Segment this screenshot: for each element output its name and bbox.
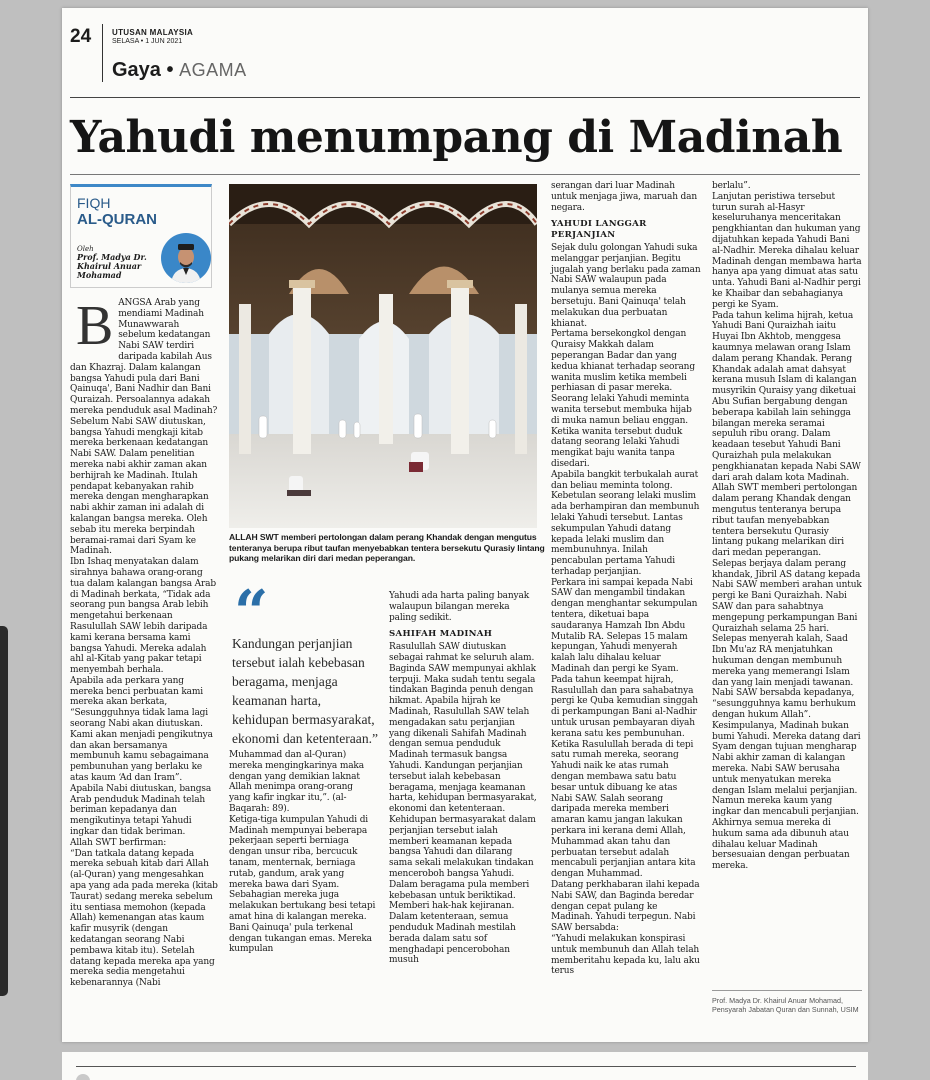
author-credit: Prof. Madya Dr. Khairul Anuar Mohamad, Pensyarah Jabatan Quran dan Sunnah, USIM xyxy=(712,996,859,1014)
article-column-3 xyxy=(389,591,537,966)
column-3-text-a: Yahudi ada harta paling banyak walaupun bilangan mereka paling sedikit. xyxy=(389,591,529,623)
masthead xyxy=(70,16,860,81)
publication-name: UTUSAN MALAYSIA xyxy=(112,28,194,37)
credit-rule xyxy=(712,990,862,991)
column-title-1: FIQH xyxy=(77,195,111,211)
author-avatar xyxy=(161,233,211,283)
article-column-2: Muhammad dan al-Quran) mereka mengingkarinya maka dengan yang demikian laknat Allah menimpa orang-orang yang kafir ingkar itu,”. (al-Baqarah: 89). Ketiga-tiga kumpulan Yahudi di Madinah mempunyai beberapa pekerjaan seperti berniaga dengan unsur riba, bercucuk tanam, menternak, berniaga rutab, gandum, arak yang mereka bawa dari Syam. Sebahagian mereka juga melakukan bertukang besi tetapi amat hina di kalangan mereka. Bani Qainuqa' pula terkenal dengan tukangan emas. Mereka kumpulan xyxy=(229,750,376,955)
page-number: 24 xyxy=(70,26,92,47)
top-rule xyxy=(70,97,860,98)
article-column-4 xyxy=(551,181,701,977)
article-column-1 xyxy=(70,295,218,989)
photo-caption: ALLAH SWT memberi pertolongan dalam perang Khandak dengan mengutus tenteranya berupa ribut taufan menyebabkan tentera bersekutu Qurasiy lintang pukang melarikan diri dari medan peperangan. xyxy=(229,532,545,563)
section-label: Gaya • AGAMA xyxy=(112,59,247,81)
subhead-sahifah: SAHIFAH MADINAH xyxy=(389,629,493,640)
subhead-perjanjian: YAHUDI LANGGAR PERJANJIAN xyxy=(551,219,647,241)
next-page-dot xyxy=(76,1074,90,1080)
section-sub: AGAMA xyxy=(179,60,247,80)
section-name: Gaya xyxy=(112,59,161,81)
masthead-divider xyxy=(102,24,103,82)
side-scroll-handle[interactable] xyxy=(0,626,8,996)
column-4-text-a: serangan dari luar Madinah untuk menjaga jiwa, maruah dan negara. xyxy=(551,181,698,213)
column-3-text-b: Rasulullah SAW diutuskan sebagai rahmat ke seluruh alam. Baginda SAW mempunyai akhlak terpuji. Maka sudah tentu segala tindakan Baginda penuh dengan hikmat. Apabila hijrah ke Madinah, Rasulullah SAW telah mengadakan satu perjanjian yang dikenali Sahifah Madinah dengan semua penduduk Madinah termasuk bangsa Yahudi. Kandungan perjanjian tersebut ialah kebebasan beragama, menjaga keamanan harta, kehidupan bermasyarakat, ekonomi dan ketenteraan. Kehidupan bermasyarakat dalam perjanjian tersebut ialah memberi keamanan kepada bangsa Yahudi dan dilarang sama sekali melakukan tindakan menceroboh bangsa Yahudi. Dalam beragama pula memberi kebebasan untuk beriktikad. Memberi hak-hak kejiranan. Dalam ketenteraan, semua penduduk Madinah mestilah berada dalam satu sof menghadapi pencerobohan musuh xyxy=(389,642,537,966)
column-4-text-b: Sejak dulu golongan Yahudi suka melanggar perjanjian. Begitu jugalah yang berlaku pada zaman Nabi SAW walaupun pada mulanya semua mereka bersetuju. Bani Qainuqa' telah melakukan dua perbuatan khianat. Pertama bersekongkol dengan Quraisy Makkah dalam peperangan Badar dan yang kedua khianat terhadap seorang wanita muslim ketika membeli perhiasan di pasar mereka. Seorang lelaki Yahudi meminta wanita tersebut membuka hijab di muka namun beliau enggan. Ketika wanita tersebut duduk datang seorang lelaki Yahudi mengikat baju wanita tanpa disedari. Apabila bangkit terbukalah aurat dan beliau meminta tolong. Kebetulan seorang lelaki muslim ada berhampiran dan membunuh lelaki Yahudi tersebut. Lantas sekumpulan Yahudi datang kepada lelaki muslim dan membunuhnya. Inilah pencabulan pertama Yahudi terhadap perjanjian. Perkara ini sampai kepada Nabi SAW dan mengambil tindakan dengan menghantar sekumpulan tentera, diketuai bapa saudaranya Hamzah Ibn Abdu Mutalib RA. Selepas 15 malam kepungan, Yahudi menyerah kalah lalu dihalau keluar Madinah dan pergi ke Syam. Pada tahun keempat hijrah, Rasulullah dan para sahabatnya pergi ke Quba kemudian singgah di perkampungan Bani al-Nadhir untuk urusan pembayaran diyah kerana satu kes pembunuhan. Ketika Rasulullah berada di tepi satu rumah mereka, seorang Yahudi naik ke atas rumah dengan membawa satu batu besar untuk dibuang ke atas Nabi SAW. Salah seorang daripada mereka memberi amaran kamu jangan lakukan perkara ini kerana demi Allah, Muhammad akan tahu dan perbuatan tersebut adalah mencabuli perjanjian antara kita dengan Muhammad. Datang perkhabaran ilahi kepada Nabi SAW, dan Baginda beredar dengan cepat pulang ke Madinah. Yahudi terpegun. Nabi SAW bersabda: “Yahudi melakukan konspirasi untuk membunuh dan Allah telah memberitahu kepada ku, lalu aku terus xyxy=(551,242,701,977)
byline-prefix: Oleh xyxy=(77,245,94,253)
drop-cap: B xyxy=(76,295,114,357)
article-column-5: berlalu”. Lanjutan peristiwa tersebut turun surah al-Hasyr keseluruhanya menceritakan pengkhiantan dan hukuman yang dijatuhkan kepada Yahudi Bani al-Nadhir. Mereka dihalau keluar Madinah dengan membawa harta hanya apa yang dimuat atas satu unta. Yahudi Bani al-Nadhir pergi ke Khaibar dan sebahagianya pergi ke Syam. Pada tahun kelima hijrah, ketua Yahudi Bani Quraizhah iaitu Huyai Ibn Akhtob, menggesa kaumnya melawan orang Islam dalam perang Khandak. Perang Khandak adalah amat dahsyat kerana musuh Islam di kalangan musyrikin Quraisy yang diketuai Abu Sufian bergabung dengan beberapa kabilah lain sehingga bilangan mereka seramai sepuluh ribu orang. Dalam keadaan tesebut Yahudi Bani Quraizhah pula melakukan pengkhianatan kepada Nabi SAW dari arah dalam kota Madinah. Allah SWT memberi pertolongan dalam perang Khandak dengan mengutus tenteranya berupa ribut taufan menyebabkan tentera bersekutu Qurasiy lintang pukang melarikan diri dari medan peperangan. Selepas berjaya dalam perang khandak, Jibril AS datang kepada Nabi SAW memberi arahan untuk pergi ke Bani Quraizhah. Nabi SAW dan para sahabtnya mengepung perkampungan Bani Quraizhah selama 25 hari. Selepas menyerah kalah, Saad Ibn Mu'az RA menjatuhkan hukuman dengan membunuh mereka yang memerangi Islam dan yang lain menjadi tawanan. Nabi SAW bersabda kepadanya, “sesungguhnya kamu berhukum dengan hukum Allah”. Kesimpulanya, Madinah bukan bumi Yahudi. Mereka datang dari Syam dengan tujuan mengharap Nabi akhir zaman di kalangan mereka. Nabi SAW berusaha untuk menyatukan mereka dengan Islam melalui perjanjian. Namun mereka kaum yang ingkar dan mencabuli perjanjian. Akhirnya semua mereka di hukum sama ada dibunuh atau dihalau keluar Madinah bersesuaian dengan perbuatan mereka. xyxy=(712,181,862,872)
next-page-edge xyxy=(62,1052,868,1080)
column-title-2: AL-QURAN xyxy=(77,211,157,228)
quote-mark-icon: “ xyxy=(234,578,269,648)
mosque-photo xyxy=(229,184,537,528)
publication-date: SELASA • 1 JUN 2021 xyxy=(112,38,183,45)
byline-author: Prof. Madya Dr. Khairul Anuar Mohamad xyxy=(77,252,147,280)
column-box xyxy=(70,184,212,288)
pull-quote: Kandungan perjanjian tersebut ialah kebebasan beragama, menjaga keamanan harta, kehidupan bermasyarakat, ekonomi dan ketenteraan.” xyxy=(232,636,379,746)
headline-rule xyxy=(70,174,860,175)
newspaper-page xyxy=(62,8,868,1042)
next-page-rule xyxy=(76,1066,856,1067)
headline: Yahudi menumpang di Madinah xyxy=(70,112,843,163)
column-1-text: ANGSA Arab yang mendiami Madinah Munawwarah sebelum kedatangan Nabi SAW terdiri daripada kabilah Aus dan Khazraj. Dalam kalangan bangsa Yahudi pula dari Bani Qainuqa', Bani Nadhir dan Bani Quraizah. Persoalannya adakah mereka penduduk asal Madinah? Sebelum Nabi SAW diutuskan, bangsa Yahudi mengkaji kitab mereka berkenaan kedatangan Nabi SAW. Dalam penelitian mereka nabi akhir zaman akan berhijrah ke Madinah. Itulah pendapat kebanyakan rahib mereka dengan mengharapkan nabi akhir zaman ini adalah di kalangan bangsa mereka. Oleh sebab itu mereka berpindah beramai-ramai dari Syam ke Madinah. Ibn Ishaq menyatakan dalam sirahnya bahawa orang-orang tua dalam kalangan bangsa Arab di Madinah berkata, “Tidak ada seorang pun bangsa Arab lebih mengetahui berkenaan Rasulullah SAW lebih daripada kami kerana bersama kami bangsa Yahudi. Mereka adalah ahl al-Kitab yang pakar tetapi menyembah berhala. Apabila ada perkara yang mereka benci perbuatan kami mereka akan berkata, “Sesungguhnya tidak lama lagi seorang Nabi akan diutuskan. Kami akan menjadi pengikutnya dan akan bersamanya membunuh kamu sebagaimana pembunuhan yang berlaku ke atas kaum ‘Ad dan Iram”. Apabila Nabi diutuskan, bangsa Arab penduduk Madinah telah beriman kepadanya dan mengikutinya tetapi Yahudi ingkar dan tidak beriman. Allah SWT berfirman: “Dan tatkala datang kepada mereka sebuah kitab dari Allah (al-Quran) yang mengesahkan apa yang ada pada mereka (kitab Taurat) sedang mereka sebelum itu sentiasa memohon (kepada Allah) kemenangan atas kaum kafir musyrik (dengan kedatangan seorang Nabi pembawa kitab itu). Setelah datang kepada mereka apa yang mereka sedia mengetahui kebenarannya (Nabi xyxy=(70,298,218,989)
